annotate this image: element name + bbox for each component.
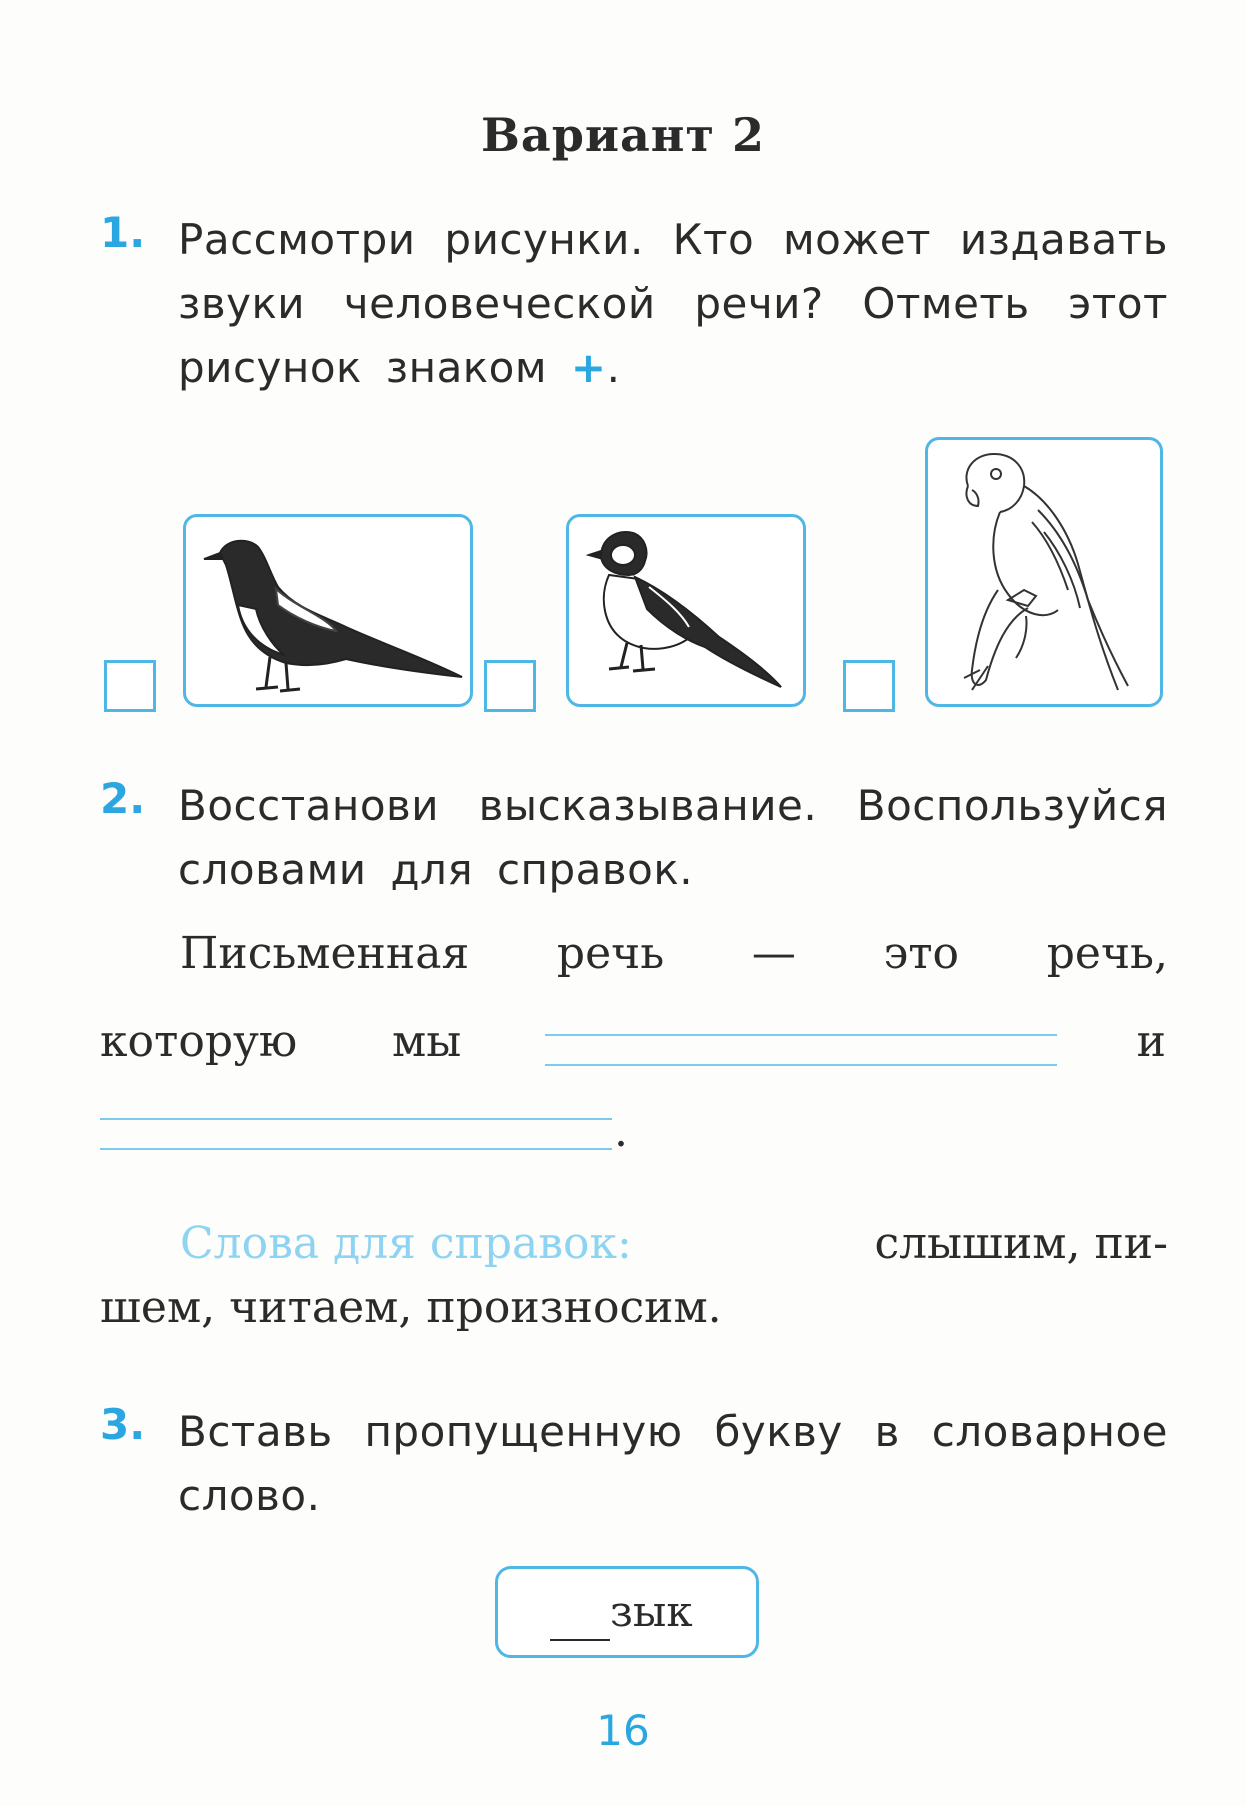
sentence-word: речь — [556, 928, 665, 979]
task-2-text: Восстанови высказывание. Воспользуйся словами для справок. — [178, 781, 1168, 894]
answer-line[interactable] — [545, 1064, 1057, 1066]
sentence-line-1 — [100, 928, 1168, 979]
task-3-text: Вставь пропущенную букву в словарное слово. — [178, 1407, 1168, 1520]
task-2 — [100, 774, 1168, 902]
task-1-text: Рассмотри рисунки. Кто может издавать звуки человеческой речи? Отметь этот рисунок знаком — [178, 215, 1168, 392]
reference-line-1 — [100, 1212, 1168, 1276]
dictionary-word-box — [495, 1566, 759, 1658]
task-number: 1. — [100, 208, 146, 257]
sentence-dash: — — [751, 928, 796, 979]
reference-words-1: слышим, пи- — [874, 1218, 1168, 1269]
dictionary-word: зык — [610, 1587, 693, 1636]
letter-blank[interactable] — [550, 1639, 610, 1641]
sentence-word: которую — [100, 1016, 298, 1067]
parrot-icon — [928, 440, 1160, 704]
task-number: 3. — [100, 1400, 146, 1449]
sentence-word: речь, — [1046, 928, 1168, 979]
checkbox-parrot[interactable] — [843, 660, 895, 712]
checkbox-magpie[interactable] — [104, 660, 156, 712]
answer-line[interactable] — [100, 1148, 612, 1150]
period: . — [606, 343, 621, 392]
magpie-icon — [186, 517, 470, 704]
titmouse-icon — [569, 517, 803, 704]
reference-words-2: шем, читаем, произносим. — [100, 1282, 722, 1333]
reference-words — [100, 1212, 1168, 1340]
reference-label: Слова для справок: — [180, 1218, 632, 1269]
sentence-block — [100, 928, 1168, 1188]
checkbox-titmouse[interactable] — [484, 660, 536, 712]
picture-frame-titmouse — [566, 514, 806, 707]
picture-frame-parrot — [925, 437, 1163, 707]
sentence-word: мы — [392, 1016, 462, 1067]
task-3 — [100, 1400, 1168, 1528]
sentence-word: и — [1136, 1016, 1166, 1067]
sentence-word: это — [883, 928, 960, 979]
sentence-end: . — [614, 1106, 628, 1157]
answer-line[interactable] — [545, 1034, 1057, 1036]
page-title: Вариант 2 — [481, 108, 765, 162]
task-1 — [100, 208, 1168, 400]
plus-sign: + — [570, 343, 607, 392]
page-number: 16 — [596, 1706, 650, 1755]
sentence-word: Письменная — [180, 928, 470, 979]
task-text — [178, 208, 1168, 400]
task-number: 2. — [100, 774, 146, 823]
picture-frame-magpie — [183, 514, 473, 707]
answer-line[interactable] — [100, 1118, 612, 1120]
